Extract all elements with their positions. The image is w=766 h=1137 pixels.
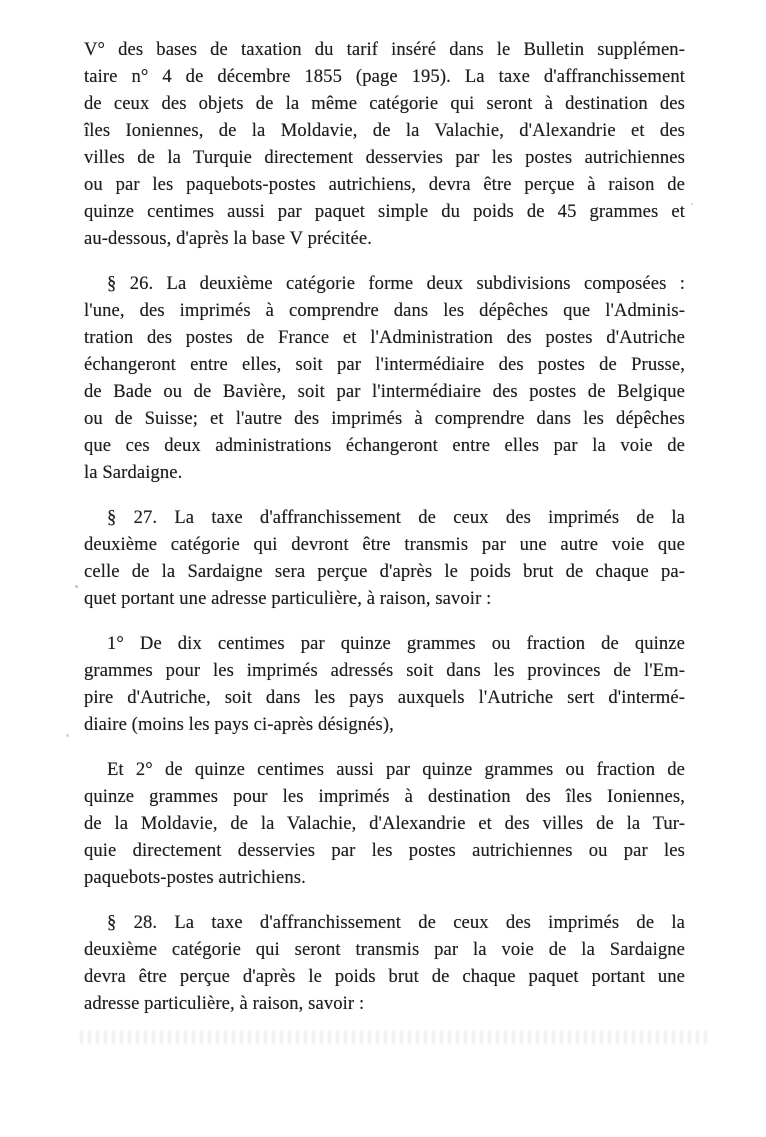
text-line: que ces deux administrations échangeront entre elles par la voie de (84, 435, 685, 456)
text-line: 1° De dix centimes par quinze grammes ou fraction de quinze (107, 633, 685, 654)
text-line: ou de Suisse; et l'autre des imprimés à comprendre dans les dépêches (84, 408, 685, 429)
text-line: deuxième catégorie qui devront être transmis par une autre voie que (84, 534, 685, 555)
text-line: la Sardaigne. (84, 462, 183, 483)
paragraph-section-26 (84, 270, 685, 486)
text-line: Et 2° de quinze centimes aussi par quinze grammes ou fraction de (107, 759, 685, 780)
scan-speck (66, 734, 69, 737)
paragraph-section-27 (84, 504, 685, 612)
paragraph-section-28 (84, 909, 685, 1017)
text-line: § 27. La taxe d'affranchissement de ceux des imprimés de la (107, 507, 685, 528)
scan-speck (691, 203, 693, 205)
text-line: V° des bases de taxation du tarif inséré dans le Bulletin supplémen- (84, 39, 685, 60)
text-line: échangeront entre elles, soit par l'intermédiaire des postes de Prusse, (84, 354, 685, 375)
paragraph-item-1 (84, 630, 685, 738)
paragraph-continuation (84, 36, 685, 252)
text-line: § 28. La taxe d'affranchissement de ceux des imprimés de la (107, 912, 685, 933)
paragraph-item-2 (84, 756, 685, 891)
text-line: § 26. La deuxième catégorie forme deux subdivisions composées : (107, 273, 685, 294)
text-line: ou par les paquebots-postes autrichiens, devra être perçue à raison de (84, 174, 685, 195)
text-line: deuxième catégorie qui seront transmis par la voie de la Sardaigne (84, 939, 685, 960)
text-line: quie directement desservies par les postes autrichiennes ou par les (84, 840, 685, 861)
text-line: pire d'Autriche, soit dans les pays auxquels l'Autriche sert d'intermé- (84, 687, 685, 708)
text-line: de ceux des objets de la même catégorie qui seront à destination des (84, 93, 685, 114)
text-line: adresse particulière, à raison, savoir : (84, 993, 365, 1014)
scan-show-through-artifact (80, 1031, 708, 1044)
text-line: tration des postes de France et l'Administration des postes d'Autriche (84, 327, 685, 348)
text-line: villes de la Turquie directement desservies par les postes autrichiennes (84, 147, 685, 168)
text-line: l'une, des imprimés à comprendre dans les dépêches que l'Adminis- (84, 300, 685, 321)
text-line: grammes pour les imprimés adressés soit dans les provinces de l'Em- (84, 660, 685, 681)
text-block (84, 36, 685, 1017)
text-line: de la Moldavie, de la Valachie, d'Alexandrie et des villes de la Tur- (84, 813, 685, 834)
text-line: quinze centimes aussi par paquet simple du poids de 45 grammes et (84, 201, 685, 222)
text-line: taire n° 4 de décembre 1855 (page 195). La taxe d'affranchissement (84, 66, 685, 87)
scan-speck (75, 585, 78, 588)
text-line: au-dessous, d'après la base V précitée. (84, 228, 372, 249)
text-line: paquebots-postes autrichiens. (84, 867, 306, 888)
text-line: celle de la Sardaigne sera perçue d'après le poids brut de chaque pa- (84, 561, 685, 582)
text-line: îles Ioniennes, de la Moldavie, de la Valachie, d'Alexandrie et des (84, 120, 685, 141)
text-line: de Bade ou de Bavière, soit par l'intermédiaire des postes de Belgique (84, 381, 685, 402)
text-line: diaire (moins les pays ci-après désignés), (84, 714, 394, 735)
text-line: quinze grammes pour les imprimés à destination des îles Ioniennes, (84, 786, 685, 807)
text-line: devra être perçue d'après le poids brut de chaque paquet portant une (84, 966, 685, 987)
text-line: quet portant une adresse particulière, à raison, savoir : (84, 588, 492, 609)
